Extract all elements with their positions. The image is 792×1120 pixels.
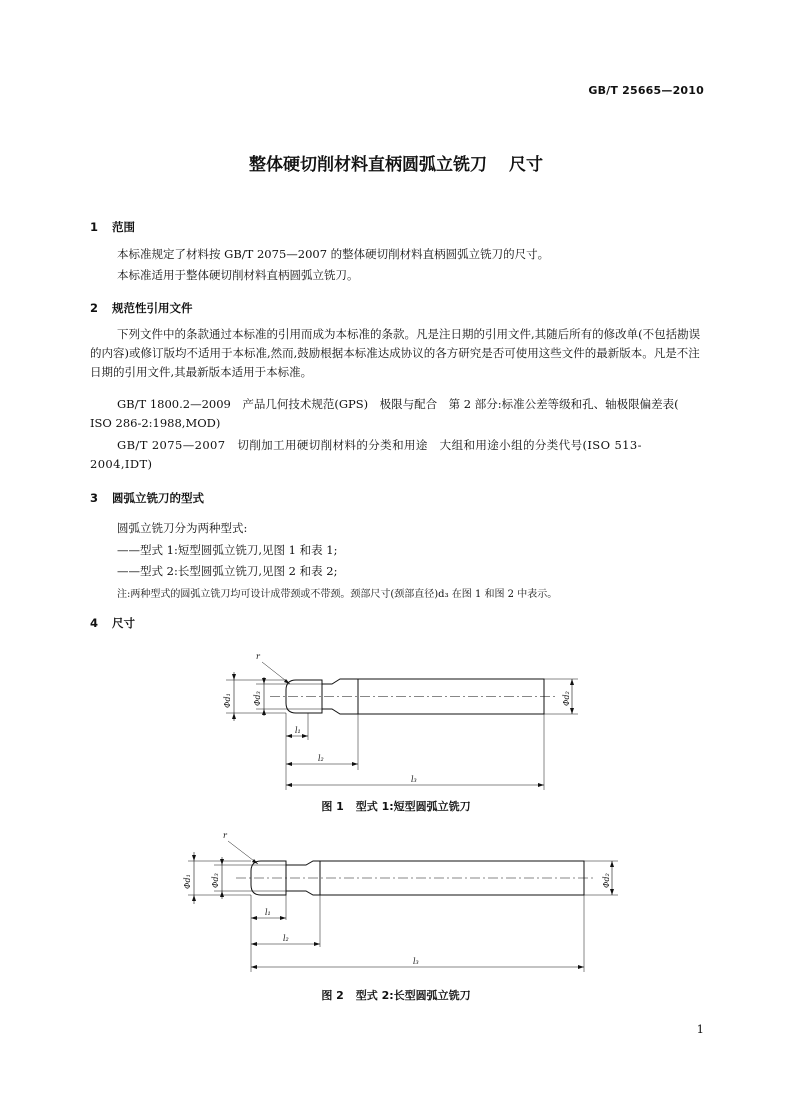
section-title: 尺寸 — [112, 616, 135, 630]
label-l2: l₂ — [283, 934, 289, 943]
list-item: ——型式 1:短型圆弧立铣刀,见图 1 和表 1; — [117, 543, 338, 557]
note: 注:两种型式的圆弧立铣刀均可设计成带颈或不带颈。颈部尺寸(颈部直径)d₃ 在图 1 和图 2 中表示。 — [117, 589, 558, 600]
section-title: 圆弧立铣刀的型式 — [112, 491, 204, 505]
section-2-paragraph: 下列文件中的条款通过本标准的引用而成为本标准的条款。凡是注日期的引用文件,其随后所有的修改单(不包括勘误的内容)或修订版均不适用于本标准,然而,鼓励根据本标准达成协议的各方研究是否可使用这些文件的最新版本。凡是不注日期的引用文件,其最新版本适用于本标准。 — [90, 327, 701, 379]
caption-number: 图 1 — [321, 800, 344, 813]
section-1-paragraph: 本标准规定了材料按 GB/T 2075—2007 的整体硬切削材料直柄圆弧立铣刀的尺寸。 — [117, 247, 550, 261]
label-d1: Φd₁ — [183, 874, 192, 889]
caption-number: 图 2 — [321, 989, 344, 1002]
section-1-paragraph: 本标准适用于整体硬切削材料直柄圆弧立铣刀。 — [117, 268, 359, 282]
label-d1: Φd₁ — [223, 693, 232, 708]
label-d3: Φd₃ — [253, 691, 262, 706]
section-title: 规范性引用文件 — [112, 301, 193, 315]
label-r: r — [256, 652, 260, 661]
label-l2: l₂ — [318, 754, 324, 763]
caption-text: 型式 1:短型圆弧立铣刀 — [355, 800, 471, 813]
section-number: 4 — [90, 616, 99, 630]
section-number: 2 — [90, 301, 99, 315]
section-title: 范围 — [112, 220, 135, 234]
caption-text: 型式 2:长型圆弧立铣刀 — [355, 989, 471, 1002]
page-number: 1 — [696, 1022, 704, 1036]
section-3-paragraph: 圆弧立铣刀分为两种型式: — [117, 521, 248, 535]
label-l3: l₃ — [413, 957, 419, 966]
reference-item: GB/T 2075—2007 切削加工用硬切削材料的分类和用途 大组和用途小组的分类代号(ISO 513-2004,IDT) — [90, 438, 642, 471]
figure-2-caption — [0, 987, 792, 1003]
label-l1: l₁ — [265, 908, 271, 917]
label-r: r — [223, 831, 227, 840]
list-item: ——型式 2:长型圆弧立铣刀,见图 2 和表 2; — [117, 564, 338, 578]
label-d2: Φd₂ — [602, 873, 611, 888]
standard-code: GB/T 25665—2010 — [588, 84, 704, 97]
title-main: 整体硬切削材料直柄圆弧立铣刀 — [249, 155, 487, 175]
label-l3: l₃ — [411, 775, 417, 784]
section-number: 3 — [90, 491, 99, 505]
reference-item: GB/T 1800.2—2009 产品几何技术规范(GPS) 极限与配合 第 2 部分:标准公差等级和孔、轴极限偏差表( ISO 286-2:1988,MOD) — [90, 397, 679, 430]
section-number: 1 — [90, 220, 99, 234]
label-l1: l₁ — [295, 726, 301, 735]
title-sub: 尺寸 — [509, 155, 543, 175]
label-d2: Φd₂ — [562, 691, 571, 706]
label-d3: Φd₃ — [211, 873, 220, 888]
